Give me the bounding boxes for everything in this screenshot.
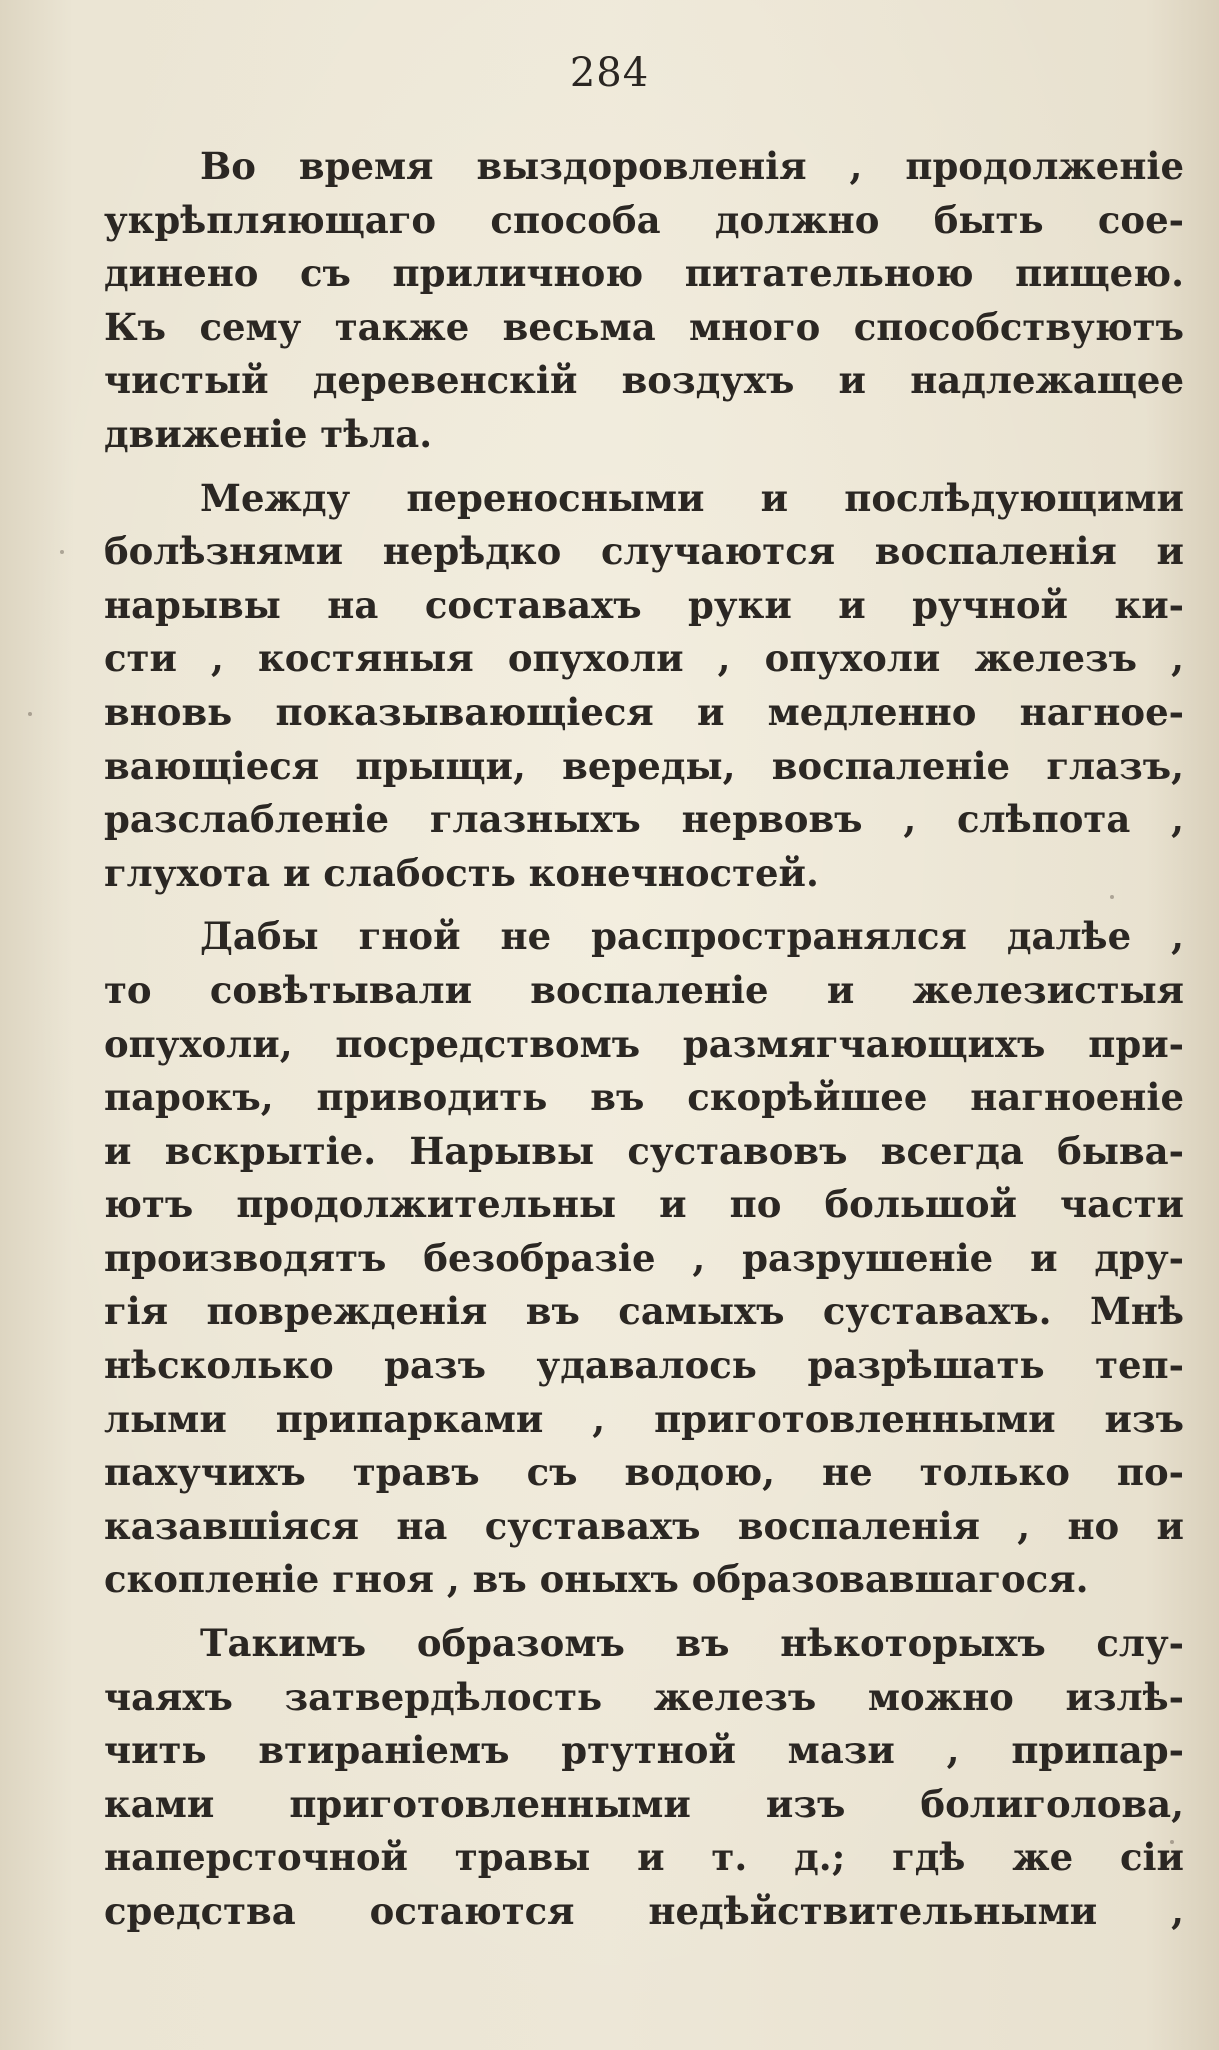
text-line: Такимъ образомъ въ нѣкоторыхъ слу- [200,1621,1184,1666]
text-line: лыми припарками , приготовленными изъ [104,1396,1184,1441]
text-line: Къ сему также весьма много способствуютъ [104,304,1184,349]
text-line: Во время выздоровленія , продолженіе [200,144,1184,188]
paper-speck [1110,895,1114,899]
paragraph-2 [104,472,1184,901]
paragraph-4 [104,1617,1184,1939]
paper-speck [1170,1840,1174,1844]
text-line: сти , костяныя опухоли , опухоли железъ , [104,636,1184,681]
paper-speck [28,712,32,716]
text-line: средства остаются недѣйствительными , [104,1889,1184,1933]
text-line: гія поврежденія въ самыхъ суставахъ. Мнѣ [104,1289,1184,1334]
text-line: пахучихъ травъ съ водою, не только по- [104,1450,1184,1495]
text-line: Дабы гной не распространялся далѣе , [200,914,1184,959]
text-line: динено съ приличною питательною пищею. [104,251,1184,296]
text-line: глухота и слабость конечностей. [104,850,819,895]
text-line: болѣзнями нерѣдко случаются воспаленія и [104,529,1184,574]
text-line: укрѣпляющаго способа должно быть сое- [104,197,1184,242]
text-line: нарывы на составахъ руки и ручной ки- [104,582,1184,627]
text-line: ками приготовленными изъ болиголова, [104,1781,1184,1826]
text-line: ютъ продолжительны и по большой части [104,1182,1184,1227]
text-line: разслабленіе глазныхъ нервовъ , слѣпота , [104,797,1184,842]
text-line: чистый деревенскій воздухъ и надлежащее [104,358,1184,403]
text-line: опухоли, посредствомъ размягчающихъ при- [104,1021,1184,1066]
text-line: чаяхъ затвердѣлость железъ можно излѣ- [104,1674,1184,1719]
text-line: вающіеся прыщи, вереды, воспаленіе глазъ, [104,743,1184,788]
text-line: производятъ безобразіе , разрушеніе и дру- [104,1235,1184,1280]
page-number: 284 [569,50,650,96]
text-line: и вскрытіе. Нарывы суставовъ всегда быва- [104,1128,1184,1173]
text-line: чить втираніемъ ртутной мази , припар- [104,1728,1184,1773]
text-line: скопленіе гноя , въ оныхъ образовавшагося. [104,1557,1089,1602]
text-line: нѣсколько разъ удавалось разрѣшать теп- [104,1343,1184,1388]
text-line: движеніе тѣла. [104,411,433,456]
paragraph-1 [104,140,1184,462]
text-line: казавшіяся на суставахъ воспаленія , но и [104,1503,1184,1548]
text-line: Между переносными и послѣдующими [200,475,1184,520]
text-line: вновь показывающіеся и медленно нагное- [104,689,1184,734]
text-line: то совѣтывали воспаленіе и железистыя [104,967,1184,1012]
text-line: наперсточной травы и т. д.; гдѣ же сіи [104,1835,1184,1880]
text-line: парокъ, приводить въ скорѣйшее нагноеніе [104,1075,1184,1120]
body-text [104,140,1184,1949]
paper-speck [60,550,64,554]
paragraph-3 [104,910,1184,1607]
